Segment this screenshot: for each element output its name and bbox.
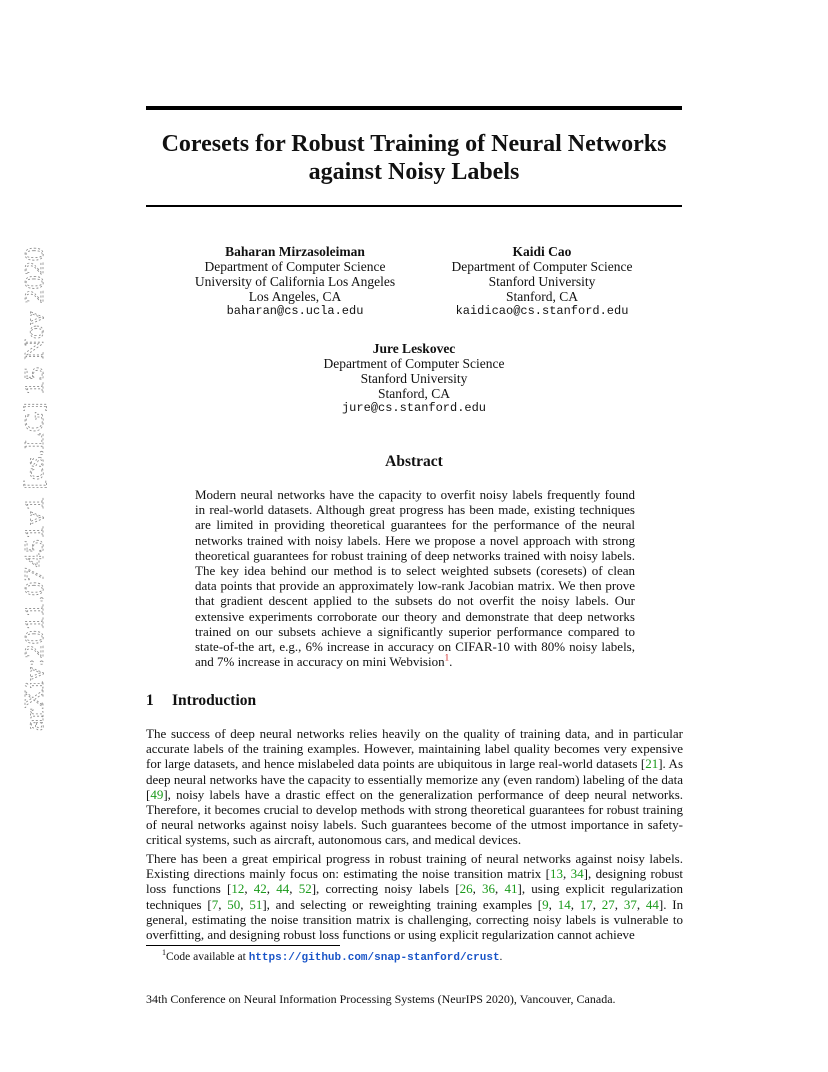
separator: , <box>592 896 602 912</box>
author-email[interactable]: baharan@cs.ucla.edu <box>226 304 364 318</box>
separator: , <box>495 881 505 897</box>
citation-link[interactable]: 9 <box>542 896 549 912</box>
section-heading <box>146 692 256 710</box>
separator: , <box>289 881 299 897</box>
para-text: ]. In general, estimating the noise transition matrix is challenging, correcting noisy labels is vulnerable to overfitting, and designing robust loss functions or using explicit regularization cannot achieve <box>146 896 684 943</box>
footnote-rule <box>146 945 340 946</box>
abstract-heading: Abstract <box>385 453 443 470</box>
separator: , <box>570 896 580 912</box>
citation-link[interactable]: 52 <box>298 881 312 897</box>
citation-link[interactable]: 49 <box>150 786 164 802</box>
author-institution: University of California Los Angeles <box>194 274 396 289</box>
author-3 <box>314 341 514 416</box>
separator: , <box>244 881 254 897</box>
footnote <box>162 948 503 964</box>
citation-link[interactable]: 41 <box>504 881 518 897</box>
citation-link[interactable]: 36 <box>482 881 496 897</box>
separator: , <box>614 896 624 912</box>
citation-link[interactable]: 26 <box>459 881 473 897</box>
footnote-text: Code available at <box>166 951 249 963</box>
footnote-marker[interactable]: 1 <box>444 652 450 663</box>
venue-line: 34th Conference on Neural Information Processing Systems (NeurIPS 2020), Vancouver, Canada. <box>146 992 616 1006</box>
arxiv-stamp-graphic <box>12 244 52 734</box>
para-text: ], designing robust loss functions [ <box>146 866 684 897</box>
citation-link[interactable]: 17 <box>579 896 593 912</box>
author-dept: Department of Computer Science <box>451 259 633 274</box>
separator: , <box>218 896 228 912</box>
code-url-link[interactable]: https://github.com/snap-stanford/crust <box>248 952 500 964</box>
author-location: Los Angeles, CA <box>248 289 342 304</box>
para-text: ], and selecting or reweighting training examples [ <box>262 896 543 912</box>
citation-link[interactable]: 44 <box>276 881 290 897</box>
separator: , <box>472 881 483 897</box>
citation-link[interactable]: 37 <box>623 896 637 912</box>
author-dept: Department of Computer Science <box>204 259 386 274</box>
title-line-2: against Noisy Labels <box>308 159 520 185</box>
abstract-text: Modern neural networks have the capacity to overfit noisy labels frequently found in real-world datasets. Although great progress has been made, existing techniques are limited in providing theoretical guarantees for the performance of the neural networks trained with noisy labels. Here we propose a novel approach with strong theoretical guarantees for robust training of deep networks trained with noisy labels. The key idea behind our method is to select weighted subsets (coresets) of clean data points that provide an approximately low-rank Jacobian matrix. We then prove that gradient descent applied to the subsets do not overfit the noisy labels. Our extensive experiments corroborate our theory and demonstrate that deep networks trained on our subsets achieve a significantly superior performance compared to state-of-the art, e.g., 6% increase in accuracy on CIFAR-10 with 80% noisy labels, and 7% increase in accuracy on mini Webvision <box>195 487 635 670</box>
footnote-end: . <box>499 951 503 963</box>
citation-link[interactable]: 27 <box>601 896 615 912</box>
para-text: ], noisy labels have a drastic effect on the generalization performance of deep neural networks. Therefore, it becomes crucial to develop methods with strong theoretical guarantees for robust training of neural networks against noisy labels. Such guarantees become of the utmost importance in safety-critical systems, such as aircraft, autonomous cars, and medical devices. <box>146 786 683 848</box>
citation-link[interactable]: 50 <box>227 896 241 912</box>
author-1 <box>190 244 400 319</box>
section-title: Introduction <box>172 692 257 709</box>
title-line-1: Coresets for Robust Training of Neural Networks <box>161 131 667 157</box>
intro-paragraph-2 <box>146 851 683 942</box>
citation-link[interactable]: 44 <box>645 896 659 912</box>
abstract-end: . <box>449 654 453 670</box>
footnote-number: 1 <box>162 948 166 958</box>
author-institution: Stanford University <box>360 371 468 386</box>
para-text: The success of deep neural networks relies heavily on the quality of training data, and in particular accurate labels of the training examples. However, maintaining label quality becomes very expensive for large datasets, and hence mislabeled data points are ubiquitous in large real-world datasets [ <box>146 726 683 772</box>
separator: , <box>636 896 646 912</box>
para-text: ], using explicit regularization techniques [ <box>146 881 684 912</box>
citation-link[interactable]: 51 <box>249 896 263 912</box>
citation-link[interactable]: 14 <box>557 896 571 912</box>
citation-link[interactable]: 34 <box>570 866 584 882</box>
author-name: Baharan Mirzasoleiman <box>225 244 365 259</box>
title-bottom-rule <box>146 205 682 207</box>
para-text: ], correcting noisy labels [ <box>311 881 460 897</box>
abstract-body <box>195 487 635 669</box>
author-name: Jure Leskovec <box>372 341 456 356</box>
intro-paragraph-1 <box>146 726 683 848</box>
para-text: There has been a great empirical progress in robust training of neural networks against noisy labels. Existing directions mainly focus on: estimating the noise transition matrix [ <box>146 851 683 882</box>
para-text: ]. As deep neural networks have the capacity to essentially memorize any (even random) labeling of the data [ <box>146 756 683 802</box>
author-name: Kaidi Cao <box>512 244 572 259</box>
author-email[interactable]: jure@cs.stanford.edu <box>341 401 487 415</box>
separator: , <box>240 896 250 912</box>
author-location: Stanford, CA <box>506 289 578 304</box>
separator: , <box>266 881 277 897</box>
author-2 <box>437 244 647 319</box>
arxiv-stamp <box>12 244 52 734</box>
citation-link[interactable]: 42 <box>253 881 267 897</box>
separator: , <box>548 896 558 912</box>
citation-link[interactable]: 12 <box>231 881 245 897</box>
author-institution: Stanford University <box>488 274 596 289</box>
citation-link[interactable]: 13 <box>550 866 564 882</box>
separator: , <box>563 866 571 882</box>
author-email[interactable]: kaidicao@cs.stanford.edu <box>455 304 629 318</box>
paper-title <box>100 130 728 186</box>
arxiv-id: arXiv:2011.07451v1 [cs.LG] 15 Nov 2020 <box>19 270 49 731</box>
citation-link[interactable]: 21 <box>645 756 659 772</box>
title-top-rule <box>146 106 682 110</box>
author-dept: Department of Computer Science <box>323 356 505 371</box>
citation-link[interactable]: 7 <box>211 896 219 912</box>
section-number: 1 <box>146 692 154 709</box>
author-location: Stanford, CA <box>378 386 450 401</box>
